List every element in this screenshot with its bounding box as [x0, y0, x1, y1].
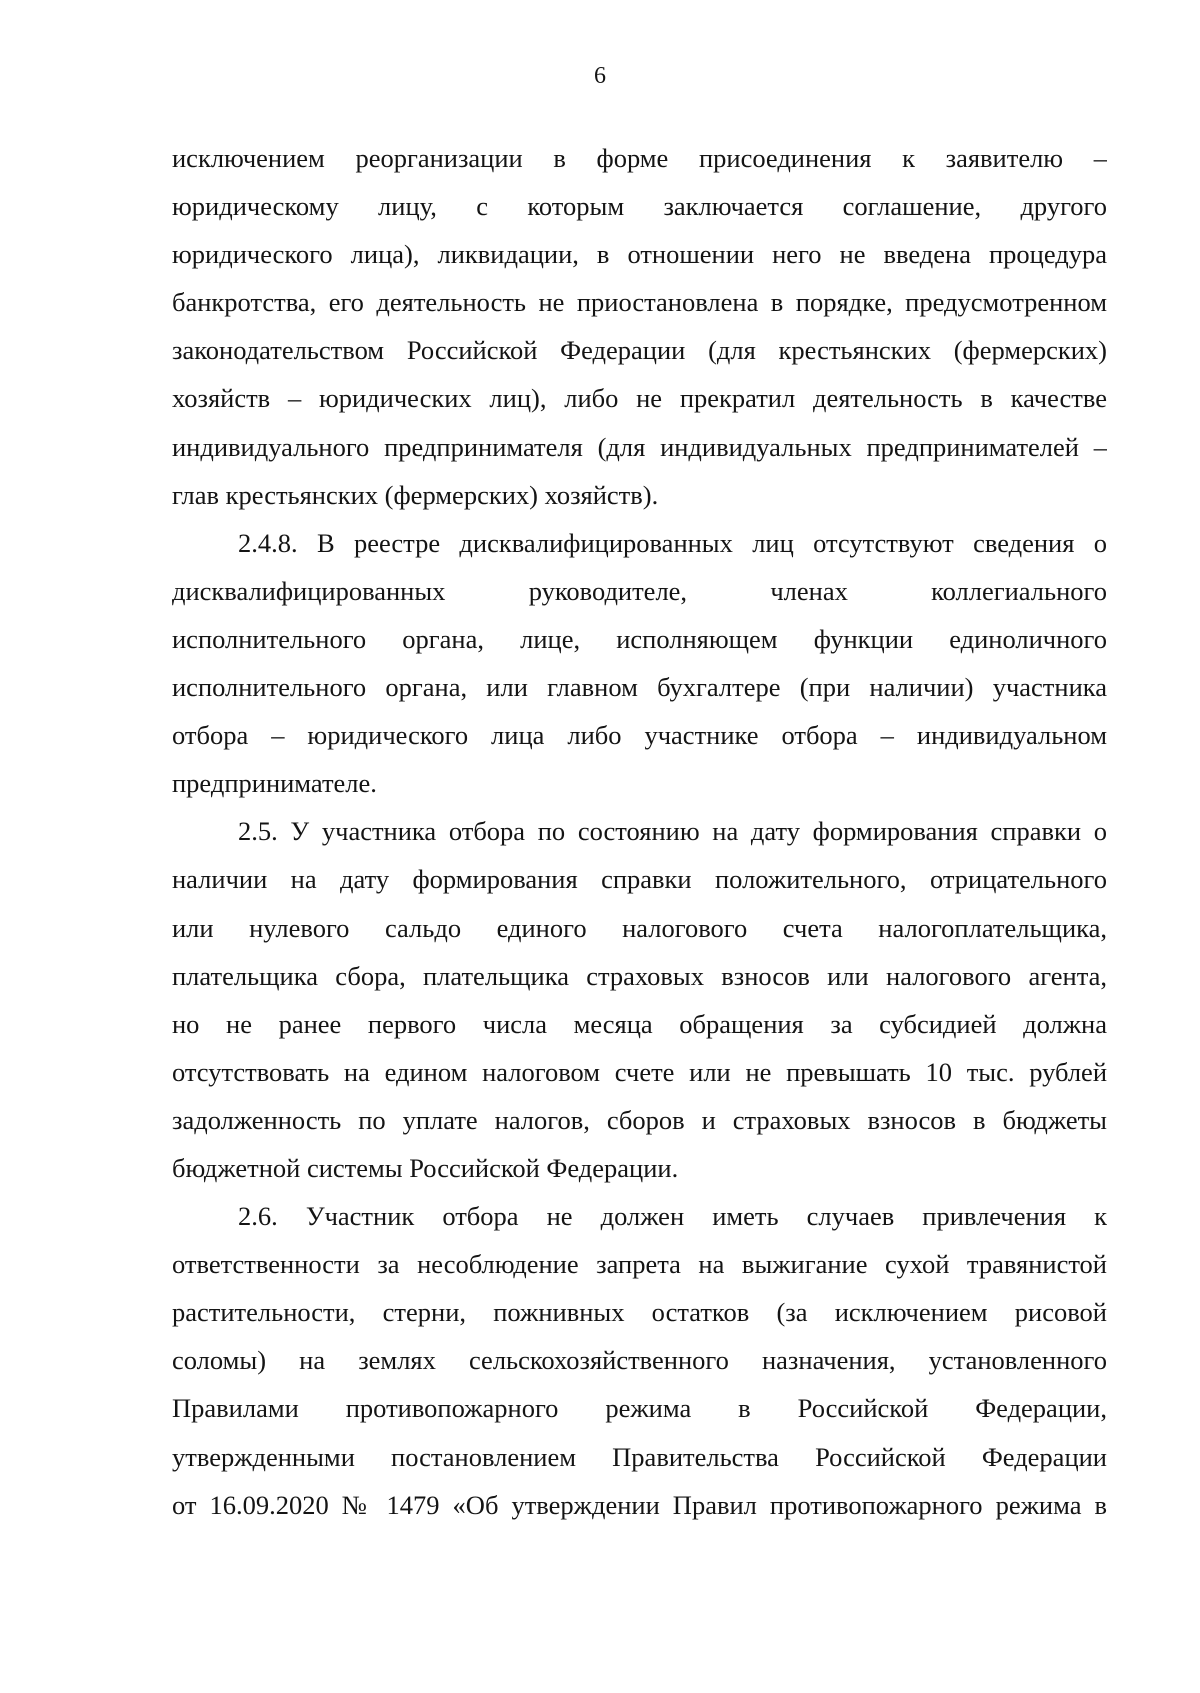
text-line: задолженность по уплате налогов, сборов и страховых взносов в бюджеты — [172, 1104, 1107, 1135]
text-line: от 16.09.2020 № 1479 «Об утверждении Правил противопожарного режима в — [172, 1489, 1107, 1520]
text-line: исключением реорганизации в форме присоединения к заявителю – — [172, 143, 1107, 173]
text-line: отсутствовать на едином налоговом счете или не превышать 10 тыс. рублей — [172, 1056, 1107, 1087]
text-line: 2.6. Участник отбора не должен иметь случаев привлечения к — [238, 1201, 1107, 1232]
text-line: дисквалифицированных руководителе, членах коллегиального — [172, 575, 1107, 606]
text-line: бюджетной системы Российской Федерации. — [172, 1152, 679, 1183]
text-line: хозяйств – юридических лиц), либо не прекратил деятельность в качестве — [172, 383, 1107, 414]
text-line: глав крестьянских (фермерских) хозяйств). — [172, 479, 659, 510]
text-line: 2.5. У участника отбора по состоянию на дату формирования справки о — [238, 816, 1107, 847]
text-line: утвержденными постановлением Правительства Российской Федерации — [172, 1441, 1107, 1472]
text-line: предпринимателе. — [172, 768, 377, 799]
paragraph-2-6 — [172, 1192, 1107, 1529]
text-line: 2.4.8. В реестре дисквалифицированных лиц отсутствуют сведения о — [238, 527, 1107, 558]
text-line: плательщика сбора, плательщика страховых взносов или налогового агента, — [172, 960, 1107, 991]
text-line: исполнительного органа, лице, исполняющем функции единоличного — [172, 623, 1107, 654]
text-line: соломы) на землях сельскохозяйственного назначения, установленного — [172, 1345, 1107, 1376]
text-line: юридического лица), ликвидации, в отношении него не введена процедура — [172, 239, 1107, 270]
text-line: ответственности за несоблюдение запрета на выжигание сухой травянистой — [172, 1249, 1107, 1280]
text-line: но не ранее первого числа месяца обращения за субсидией должна — [172, 1008, 1107, 1039]
paragraph-continuation — [172, 134, 1107, 519]
text-line: исполнительного органа, или главном бухгалтере (при наличии) участника — [172, 672, 1107, 703]
page-number: 6 — [594, 63, 606, 89]
text-line: наличии на дату формирования справки положительного, отрицательного — [172, 864, 1107, 895]
text-line: юридическому лицу, с которым заключается соглашение, другого — [172, 191, 1107, 222]
paragraph-2-5 — [172, 807, 1107, 1192]
text-line: Правилами противопожарного режима в Российской Федерации, — [172, 1393, 1107, 1424]
text-line: растительности, стерни, пожнивных остатков (за исключением рисовой — [172, 1297, 1107, 1328]
text-line: банкротства, его деятельность не приостановлена в порядке, предусмотренном — [172, 287, 1107, 318]
text-line: отбора – юридического лица либо участнике отбора – индивидуальном — [172, 720, 1107, 751]
document-body — [172, 134, 1107, 1529]
text-line: законодательством Российской Федерации (для крестьянских (фермерских) — [172, 335, 1107, 366]
text-line: или нулевого сальдо единого налогового счета налогоплательщика, — [172, 912, 1107, 943]
text-line: индивидуального предпринимателя (для индивидуальных предпринимателей – — [172, 431, 1107, 462]
paragraph-2-4-8 — [172, 519, 1107, 808]
